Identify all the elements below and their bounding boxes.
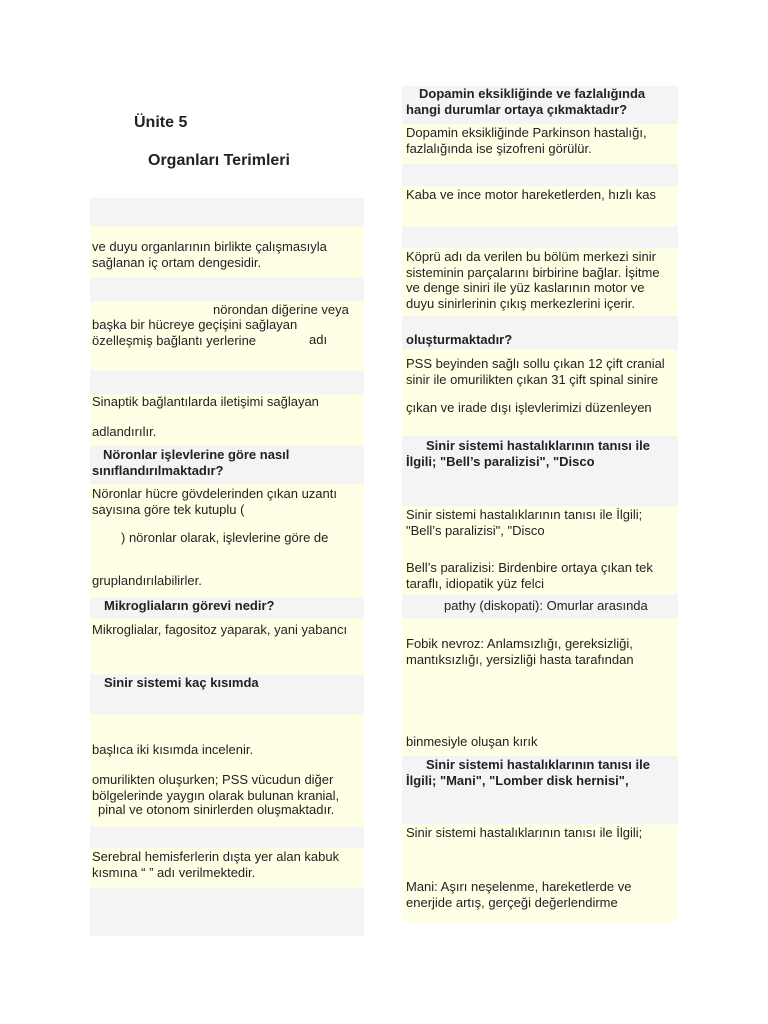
right-question-dopamine: Dopamin eksikliğinde ve fazlalığında hangi durumlar ortaya çıkmaktadır? [406,86,646,117]
left-text-homeostasis: ve duyu organlarının birlikte çalışmasıyla sağlanan iç ortam dengesidir. [92,239,327,270]
left-question-microglia: Mikrogliaların görevi nedir? [104,598,275,613]
left-text-neuron-types-2: ) nöronlar olarak, işlevlerine göre de [121,530,329,545]
right-text-bells-palsy: Bell’s paralizisi: Birdenbire ortaya çıkan tek taraflı, idiopatik yüz felci [406,560,653,591]
right-text-pons: Köprü adı da verilen bu bölüm merkezi sinir sisteminin parçalarını birbirine bağlar. İşitme ve denge siniri ile yüz kaslarının motor ve duyu sinirlerinin çıkış merkezlerini içerir. [406,249,660,311]
right-text-diagnosis-2: Sinir sistemi hastalıklarının tanısı ile İlgili; [406,825,643,840]
left-text-microglia: Mikroglialar, fagositoz yaparak, yani yabancı [92,622,348,637]
right-text-mania: Mani: Aşırı neşelenme, hareketlerde ve enerjide artış, gerçeği değerlendirme [406,879,632,910]
right-text-fracture: binmesiyle oluşan kırık [406,734,538,749]
left-text-pss-2: pinal ve otonom sinirlerden oluşmaktadır. [98,802,335,817]
right-text-diagnosis-1: Sinir sistemi hastalıklarının tanısı ile İlgili; "Bell’s paralizisi", "Disco [406,507,643,538]
right-block-5 [402,226,678,248]
left-text-cortex: Serebral hemisferlerin dışta yer alan kabuk kısmına “ ” adı verilmektedir. [92,849,340,880]
left-text-pss-1: omurilikten oluşurken; PSS vücudun diğer bölgelerinde yaygın olarak bulunan kranial, [92,772,340,803]
right-text-discopathy: pathy (diskopati): Omurlar arasında [444,598,648,613]
left-question-nervous-system: Sinir sistemi kaç kısımda [104,675,259,690]
left-text-synapse-2: başka bir hücreye geçişini sağlayan özelleşmiş bağlantı yerlerine [92,317,298,348]
right-text-autonomic: çıkan ve irade dışı işlevlerimizi düzenleyen [406,400,652,415]
left-text-neuron-types-1: Nöronlar hücre gövdelerinden çıkan uzantı sayısına göre tek kutuplu ( [92,486,337,517]
left-block-13 [90,826,364,848]
right-question-mania: Sinir sistemi hastalıklarının tanısı ile İlgili; "Mani", "Lomber disk hernisi", [406,757,650,788]
right-question-forming: oluşturmaktadır? [406,332,513,347]
right-text-dopamine: Dopamin eksikliğinde Parkinson hastalığı, fazlalığında ise şizofreni görülür. [406,125,647,156]
left-text-named: adlandırılır. [92,424,157,439]
left-block-5 [90,370,364,394]
left-text-neuron-types-3: gruplandırılabilirler. [92,573,202,588]
right-text-pss-nerves: PSS beyinden sağlı sollu çıkan 12 çift cranial sinir ile omurilikten çıkan 31 çift spinal sinire [406,356,665,387]
left-block-3 [90,278,364,302]
right-question-bells-palsy: Sinir sistemi hastalıklarının tanısı ile İlgili; "Bell’s paralizisi", "Disco [406,438,650,469]
right-text-motor: Kaba ve ince motor hareketlerden, hızlı kas [406,187,657,202]
right-block-3 [402,164,678,186]
left-block-15 [90,888,364,936]
left-text-synapse-3: adı [309,332,328,347]
left-block-1 [90,198,364,226]
page-title: Organları Terimleri [148,152,290,169]
unit-label: Ünite 5 [134,114,188,131]
left-text-two-parts: başlıca iki kısımda incelenir. [92,742,254,757]
right-text-phobic-neurosis: Fobik nevroz: Anlamsızlığı, gereksizliği, mantıksızlığı, yersizliği hasta tarafından [406,636,634,667]
left-text-synapse-1: nörondan diğerine veya [213,302,349,317]
left-text-neurotransmitter: Sinaptik bağlantılarda iletişimi sağlayan [92,394,319,409]
left-question-neuron-types: Nöronlar işlevlerine göre nasıl sınıflandırılmaktadır? [92,447,290,478]
